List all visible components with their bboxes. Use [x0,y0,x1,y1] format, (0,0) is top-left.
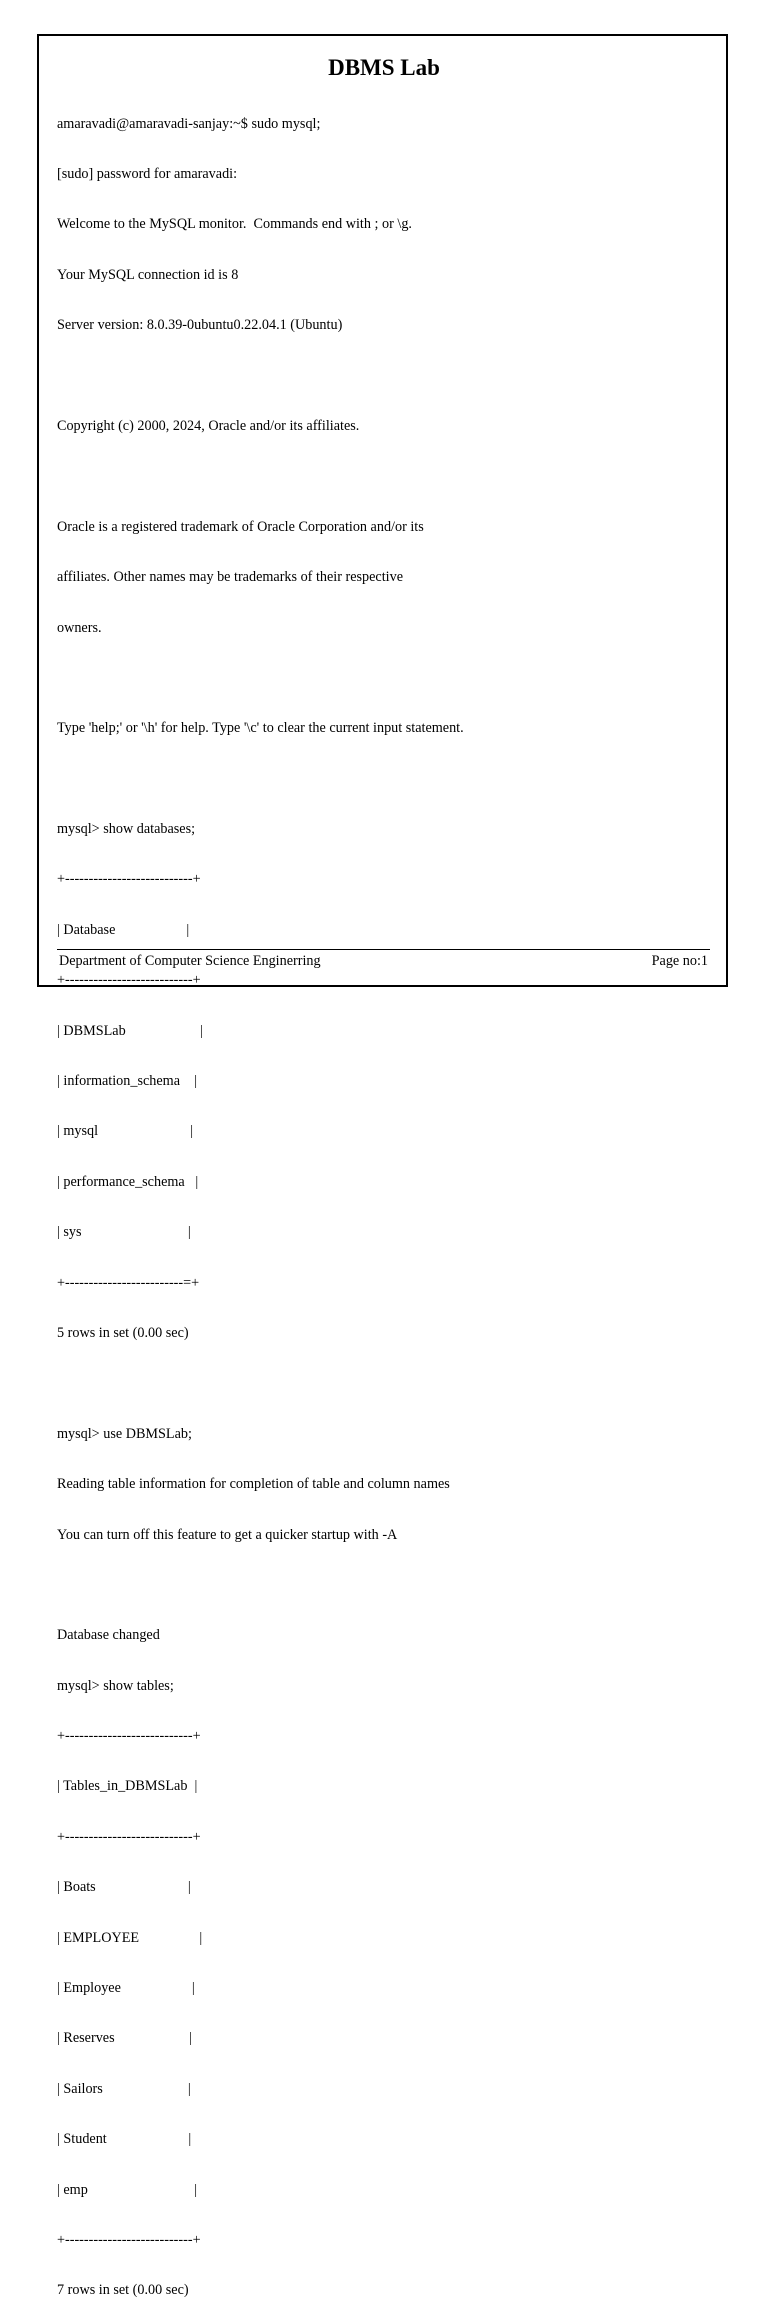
transcript-line: Welcome to the MySQL monitor. Commands end with ; or \g. [57,216,412,233]
transcript-line: owners. [57,619,102,636]
transcript-line: +---------------------------+ [57,1728,201,1745]
transcript-line [57,468,717,485]
transcript-line [57,1577,717,1594]
transcript-line: mysql> show tables; [57,1677,174,1694]
transcript-line: +---------------------------+ [57,871,201,888]
transcript-line: Copyright (c) 2000, 2024, Oracle and/or its affiliates. [57,417,360,434]
transcript-line [57,368,717,385]
transcript-line: | mysql | [57,1123,194,1140]
transcript-line: | Reserves | [57,2030,192,2047]
transcript-line: | performance_schema | [57,1173,199,1190]
transcript-line: | Tables_in_DBMSLab | [57,1778,198,1795]
terminal-transcript [57,82,717,2316]
transcript-line: | sys | [57,1224,191,1241]
transcript-line: +---------------------------+ [57,1828,201,1845]
transcript-line: Server version: 8.0.39-0ubuntu0.22.04.1 (Ubuntu) [57,317,343,334]
transcript-line: Reading table information for completion of table and column names [57,1476,450,1493]
footer-department: Department of Computer Science Enginerring [59,953,321,969]
transcript-line: +-------------------------=+ [57,1274,200,1291]
transcript-line: 7 rows in set (0.00 sec) [57,2282,189,2299]
transcript-line: | EMPLOYEE | [57,1929,203,1946]
transcript-line: mysql> show databases; [57,821,196,838]
footer-divider [57,949,710,950]
transcript-line [57,670,717,687]
transcript-line: You can turn off this feature to get a quicker startup with -A [57,1526,398,1543]
footer-page-number: Page no:1 [651,953,708,969]
transcript-line: affiliates. Other names may be trademarks of their respective [57,569,404,586]
transcript-line: | emp | [57,2181,198,2198]
page-title: DBMS Lab [328,55,440,80]
transcript-line: [sudo] password for amaravadi: [57,165,238,182]
transcript-line [57,771,717,788]
transcript-line: Oracle is a registered trademark of Oracle Corporation and/or its [57,518,424,535]
transcript-line: | information_schema | [57,1073,198,1090]
transcript-line: Type 'help;' or '\h' for help. Type '\c' to clear the current input statement. [57,720,464,737]
transcript-line: mysql> use DBMSLab; [57,1425,192,1442]
transcript-line: | Employee | [57,1980,195,1997]
transcript-line: amaravadi@amaravadi-sanjay:~$ sudo mysql; [57,115,321,132]
transcript-line: | DBMSLab | [57,1022,203,1039]
transcript-line: | Boats | [57,1879,191,1896]
transcript-line: +---------------------------+ [57,2232,201,2248]
transcript-line: | Database | [57,921,190,938]
transcript-line: | Sailors | [57,2080,191,2097]
transcript-line: | Student | [57,2131,192,2148]
transcript-line: +---------------------------+ [57,972,201,989]
transcript-line [57,1375,717,1392]
transcript-line: 5 rows in set (0.00 sec) [57,1324,189,1341]
transcript-line: Your MySQL connection id is 8 [57,266,239,283]
transcript-line: Database changed [57,1627,160,1644]
